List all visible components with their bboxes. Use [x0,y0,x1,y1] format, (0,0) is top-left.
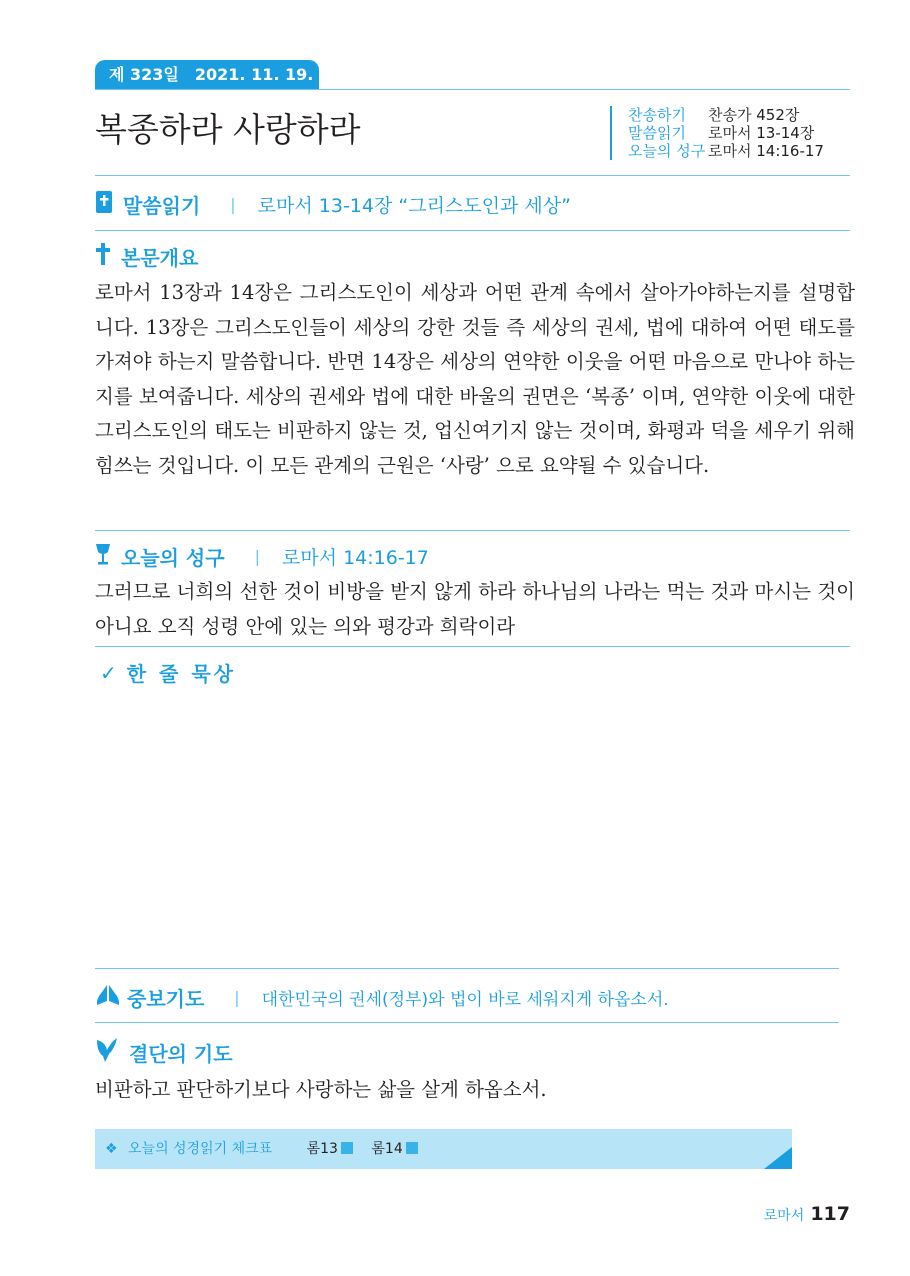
page-corner-fold [764,1147,792,1169]
bible-icon [95,190,113,219]
diamond-bullet-icon: ❖ [105,1141,118,1157]
decision-title: 결단의 기도 [129,1042,233,1066]
verse-title: 오늘의 성구 [121,546,225,570]
info-value: 로마서 14:16-17 [708,142,824,160]
divider [95,646,850,647]
checklist-item[interactable]: 롬14 [371,1141,417,1157]
chalice-icon [95,542,111,571]
divider [95,175,850,176]
page-number: 117 [810,1203,850,1225]
date-label: 2021. 11. 19. 금 [194,65,335,84]
header-rule [95,89,850,90]
decision-section-header [95,1036,233,1069]
reading-reference: 로마서 13-14장 “그리스도인과 세상” [257,195,571,217]
verse-text: 그러므로 너희의 선한 것이 비방을 받지 않게 하라 하나님의 나라는 먹는 것과 마시는 것이 아니요 오직 성령 안에 있는 의와 평강과 희락이라 [95,580,855,638]
check-mark-icon: ✓ [100,660,117,685]
summary-text: 로마서 13장과 14장은 그리스도인이 세상과 어떤 관계 속에서 살아가야하는지를 설명합니다. 13장은 그리스도인들이 세상의 강한 것들 즉 세상의 권세, 법에 대하여 어떤 태도를 가져야 하는지 말씀합니다. 반면 14장은 세상의 연약한 이웃을 어떤 마음으로 만나야 하는지를 보여줍니다. 세상의 권세와 법에 대한 바울의 권면은 ‘복종’ 이며, 연약한 이웃에 대한 그리스도인의 태도는 비판하지 않는 것, 업신여기지 않는 것이며, 화평과 덕을 세우기 위해 힘쓰는 것입니다. 이 모든 관계의 근원은 ‘사랑’ 으로 요약될 수 있습니다. [95,281,855,477]
info-value: 로마서 13-14장 [708,124,815,142]
info-value: 찬송가 452장 [708,106,800,124]
intercession-title: 중보기도 [127,987,205,1011]
verse-section-header: 오늘의 성구 | 로마서 14:16-17 [95,542,429,571]
date-tab [95,60,335,89]
checkbox[interactable] [406,1142,418,1154]
summary-title: 본문개요 [121,246,199,270]
decision-text: 비판하고 판단하기보다 사랑하는 삶을 살게 하옵소서. [95,1078,547,1101]
divider [95,1022,839,1023]
footer-book: 로마서 [763,1208,805,1224]
meditation-title: 한 줄 묵상 [126,662,236,686]
info-row-reading [628,124,824,142]
praying-hands-icon [95,983,121,1012]
dove-icon [95,1036,119,1069]
page-title: 복종하라 사랑하라 [95,110,361,149]
day-number: 제 323일 [109,65,179,84]
reading-title: 말씀읽기 [123,194,201,218]
page-footer [764,1203,850,1225]
intercession-text: 대한민국의 권세(정부)와 법이 바로 세워지게 하옵소서. [261,990,669,1010]
checkbox[interactable] [341,1142,353,1154]
verse-reference: 로마서 14:16-17 [281,547,429,569]
meditation-section-header [100,658,236,687]
intercession-section-header: 중보기도 | 대한민국의 권세(정부)와 법이 바로 세워지게 하옵소서. [95,983,669,1012]
divider [95,530,850,531]
info-row-hymn [628,106,824,124]
reading-checklist-bar [95,1129,792,1169]
divider [95,230,850,231]
info-box [610,106,824,160]
summary-section-header [95,242,198,271]
checklist-item[interactable]: 롬13 [307,1141,353,1157]
reading-section-header: 말씀읽기 | 로마서 13-14장 “그리스도인과 세상” [95,190,571,219]
info-row-verse [628,142,824,160]
cross-icon [95,242,111,271]
info-label: 찬송하기 [628,106,686,124]
divider [95,968,839,969]
info-label: 오늘의 성구 [628,142,706,160]
checklist-label: 오늘의 성경읽기 체크표 [128,1141,273,1157]
info-label: 말씀읽기 [628,124,686,142]
